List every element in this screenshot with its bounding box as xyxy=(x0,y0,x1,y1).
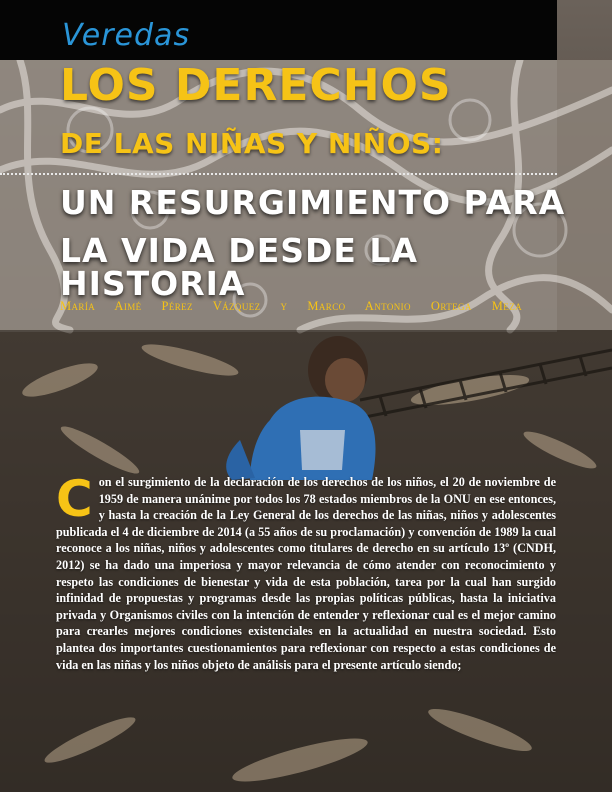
article-paragraph: on el surgimiento de la declaración de los derechos de los niños, el 20 de noviembre de 1959 de manera unánime por todos los 78 estados miembros de la ONU en ese entonces, y hasta la creación de la Ley General de los derechos de las niñas, niños y adolescentes publicada el 4 de diciembre de 2014 (a 55 años de su proclamación) y convención de 1989 la cual reconoce a los niñas, niños y adolescentes como titulares de derecho en su artículo 13º (CNDH, 2012) se ha dado una imperiosa y mayor relevancia de cómo atender con reconocimiento y respeto las condiciones de bienestar y vida de esta población, tarea por la cual han surgido infinidad de propuestas y programas desde las propias políticas públicas, hasta la iniciativa privada y Organismos civiles con la intención de entender y reflexionar cual es el mejor camino para crearles mejores condiciones existenciales en la actualidad en nuestra sociedad. Esto plantea dos importantes cuestionamientos para reflexionar con respecto a estas condiciones de vida en las niñas y los niños objeto de análisis para el presente artículo siendo; xyxy=(56,475,556,672)
title-line-3: UN RESURGIMIENTO PARA xyxy=(60,183,566,222)
authors-byline: María Aimé Pérez Vázquez y Marco Antonio Ortega Meza xyxy=(60,299,522,313)
section-label: Veredas xyxy=(62,18,191,53)
drop-cap: C xyxy=(56,470,93,528)
dotted-divider xyxy=(0,173,557,175)
title-line-1: LOS DERECHOS xyxy=(60,60,452,111)
title-line-2: DE LAS NIÑAS Y NIÑOS: xyxy=(60,127,444,160)
title-line-4: LA VIDA DESDE LA HISTORIA xyxy=(60,231,418,303)
article-body xyxy=(56,470,556,673)
